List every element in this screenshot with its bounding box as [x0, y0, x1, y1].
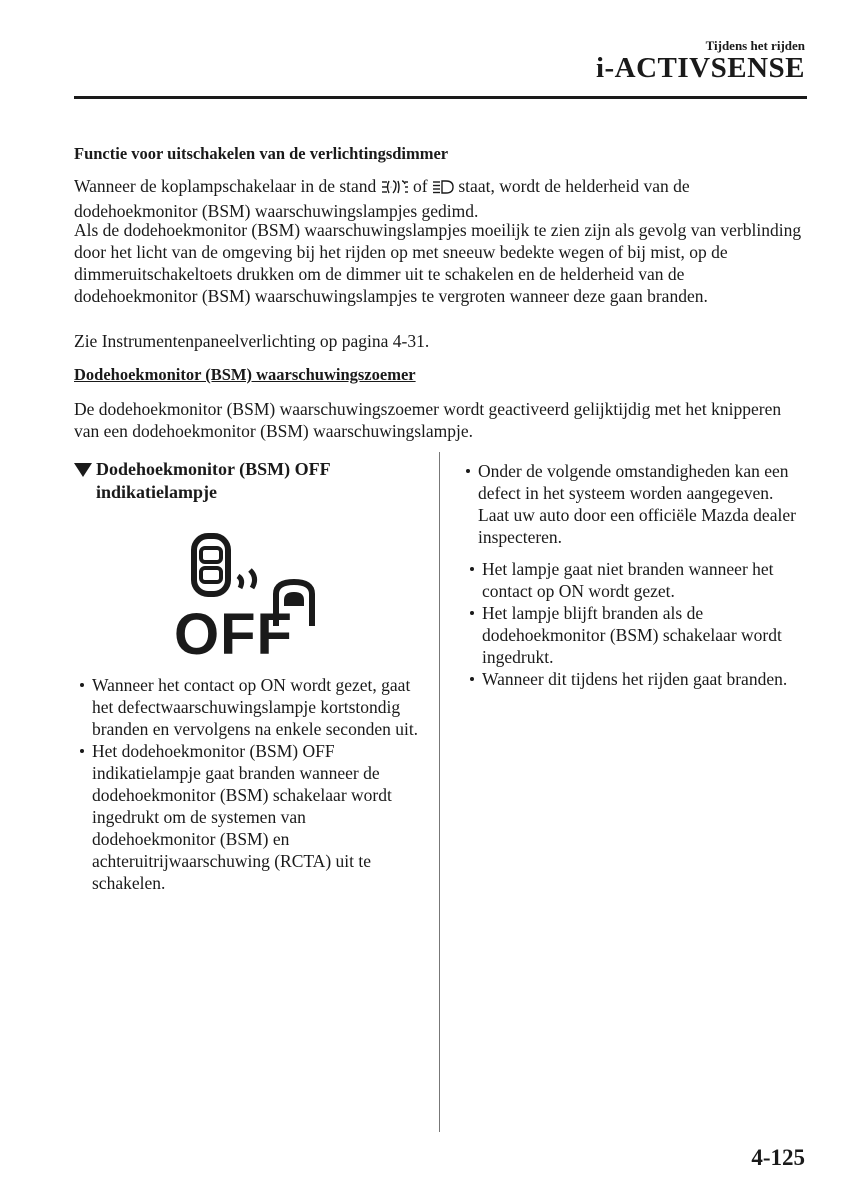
triangle-marker-icon [74, 463, 92, 477]
dimmer-paragraph-2: Als de dodehoekmonitor (BSM) waarschuwingslampjes moeilijk te zien zijn als gevolg van verblinding door het licht van de omgeving bij het rijden op met sneeuw bedekte wegen of bij mist, op de dimmeruitschakeltoets drukken om de dimmer uit te schakelen en de helderheid van de dodehoekmonitor (BSM) waarschuwingslampjes te vergroten wanneer deze gaan branden. [74, 220, 802, 306]
parking-light-icon [381, 178, 409, 200]
dimmer-paragraph-3: Zie Instrumentenpaneelverlichting op pagina 4-31. [74, 331, 430, 351]
headlight-icon [432, 178, 454, 200]
dimmer-section-heading: Functie voor uitschakelen van de verlichtingsdimmer [74, 144, 449, 163]
header-section-label: Tijdens het rijden [705, 38, 805, 53]
list-item [460, 460, 805, 548]
left-column-list [74, 674, 424, 894]
sub-list-item [460, 558, 805, 602]
list-item-text: Het dodehoekmonitor (BSM) OFF indikatielampje gaat branden wanneer de dodehoekmonitor (BSM) schakelaar wordt ingedrukt om de systemen van dodehoekmonitor (BSM) en achteruitrijwaarschuwing (RCTA) uit te schakelen. [92, 741, 392, 893]
bsm-off-subheading [74, 458, 404, 504]
list-item [74, 740, 424, 894]
dimmer-p1-or: of [408, 176, 432, 196]
bullet-icon [80, 749, 84, 753]
bullet-icon [470, 677, 474, 681]
indicator-off-text: OFF [174, 602, 293, 660]
list-item-text: Wanneer het contact op ON wordt gezet, gaat het defectwaarschuwingslampje kortstondig branden en vervolgens na enkele seconden uit. [92, 675, 419, 739]
bullet-icon [470, 567, 474, 571]
bullet-icon [470, 611, 474, 615]
bullet-icon [466, 469, 470, 473]
buzzer-paragraph: De dodehoekmonitor (BSM) waarschuwingszoemer wordt geactiveerd gelijktijdig met het knipperen van een dodehoekmonitor (BSM) waarschuwingslampje. [74, 399, 782, 441]
sub-list-item [460, 668, 805, 690]
page-number: 4-125 [751, 1145, 805, 1170]
bsm-off-indicator-icon [172, 530, 322, 660]
right-column-list [460, 460, 805, 690]
column-divider [439, 452, 440, 1132]
bullet-icon [80, 683, 84, 687]
header-rule [74, 96, 807, 99]
sub-list-item-text: Wanneer dit tijdens het rijden gaat branden. [482, 669, 788, 689]
dimmer-p1-part1: Wanneer de koplampschakelaar in de stand [74, 176, 381, 196]
dimmer-paragraph-1 [74, 175, 807, 222]
buzzer-section-heading: Dodehoekmonitor (BSM) waarschuwingszoemer [74, 365, 416, 384]
bsm-off-subheading-line1: Dodehoekmonitor (BSM) OFF [96, 459, 331, 479]
sub-list-item [460, 602, 805, 668]
list-item-text: Onder de volgende omstandigheden kan een defect in het systeem worden aangegeven. Laat uw auto door een officiële Mazda dealer inspecteren. [478, 461, 796, 547]
header-title: i-ACTIVSENSE [595, 52, 805, 84]
sub-list-item-text: Het lampje blijft branden als de dodehoekmonitor (BSM) schakelaar wordt ingedrukt. [482, 603, 782, 667]
list-item [74, 674, 424, 740]
dimmer-p1-part2: staat, wordt de helderheid van de dodehoekmonitor (BSM) waarschuwingslampjes gedimd. [74, 176, 690, 221]
sub-list-item-text: Het lampje gaat niet branden wanneer het contact op ON wordt gezet. [482, 559, 774, 601]
bsm-off-subheading-line2: indikatielampje [96, 482, 218, 502]
